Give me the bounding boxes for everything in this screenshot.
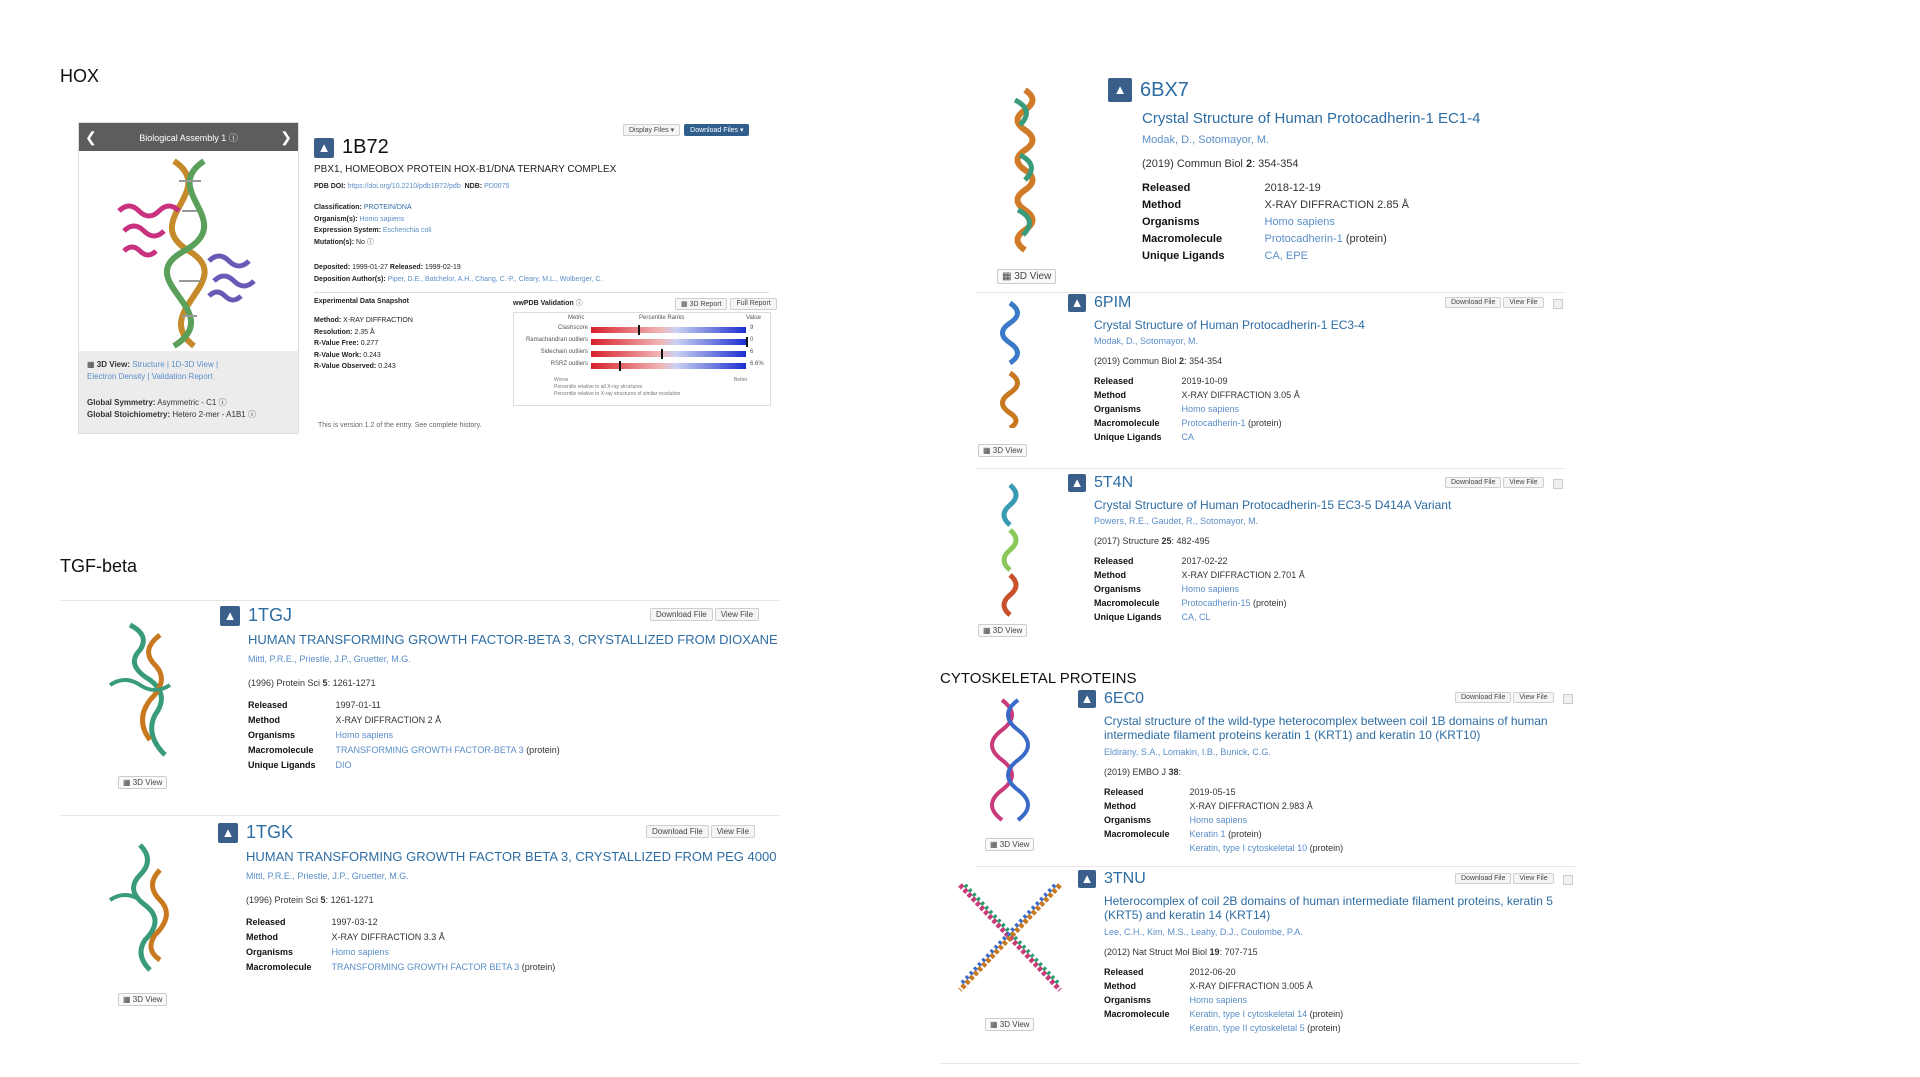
percentile-marker (746, 337, 748, 347)
metric-value: 0 (750, 337, 754, 343)
entry-id[interactable]: 1TGK (246, 822, 294, 842)
entry-id[interactable]: 1TGJ (248, 605, 293, 625)
view-3d-button[interactable]: ▦ 3D View (978, 444, 1027, 457)
protein-illustration (985, 298, 1035, 428)
metric-value: 9 (750, 325, 754, 331)
select-checkbox[interactable] (1563, 694, 1573, 704)
divider (975, 468, 1565, 469)
classification-block: Classification: PROTEIN/DNA Organism(s): Homo sapiens Expression System: Escherichia coli Mutation(s): No ⓘ (314, 204, 432, 246)
entry-id[interactable]: 5T4N (1094, 474, 1134, 491)
flask-icon: ▲ (220, 606, 240, 626)
divider (60, 815, 780, 816)
structure-viewer[interactable] (78, 122, 299, 434)
flask-icon: ▲ (314, 138, 334, 158)
ligand-link[interactable]: CA (1181, 432, 1195, 443)
entry-details: Released 1997-03-12 Method X-RAY DIFFRACTION 3.3 Å Organisms Homo sapiens Macromolecule TRANSFORMING GROWTH FACTOR BETA 3 (protein) (246, 917, 778, 972)
entry-card-6bx7 (1108, 78, 1568, 262)
entry-details: Released 2017-02-22 Method X-RAY DIFFRACTION 2.701 Å Organisms Homo sapiens Macromolecule Protocadherin-15 (protein) Unique Ligands CA, CL (1094, 556, 1568, 622)
entry-title[interactable]: Crystal Structure of Human Protocadherin-1 EC1-4 (1142, 110, 1481, 127)
organism-link[interactable]: Homo sapiens (1181, 584, 1240, 595)
entry-card-5t4n (1068, 474, 1568, 622)
section-title-cyto: CYTOSKELETAL PROTEINS (940, 670, 1137, 687)
info-icon[interactable]: ⓘ (366, 238, 374, 246)
entry-id[interactable]: 1B72 (342, 136, 389, 158)
view-3d-button[interactable]: ▦ 3D View (118, 776, 167, 789)
protein-illustration (955, 880, 1065, 995)
entry-citation: (2019) Commun Biol 2: 354-354 (1142, 158, 1299, 170)
entry-details: Released 2018-12-19 Method X-RAY DIFFRACTION 2.85 Å Organisms Homo sapiens Macromolecule Protocadherin-1 (protein) Unique Ligands CA, EPE (1142, 182, 1568, 262)
info-icon[interactable]: ⓘ (218, 398, 227, 407)
entry-header (1108, 78, 1568, 102)
divider (940, 1063, 1580, 1064)
cube-icon: ▦ (87, 360, 95, 369)
protein-illustration (100, 615, 195, 765)
cube-icon: ▦ (1002, 271, 1012, 282)
flask-icon: ▲ (1068, 474, 1086, 492)
macromolecule-link[interactable]: Keratin, type I cytoskeletal 10 (1189, 842, 1308, 853)
global-symmetry: Global Symmetry: Asymmetric - C1 ⓘ Global Stoichiometry: Hetero 2-mer - A1B1 ⓘ (87, 398, 256, 419)
view-3d-button[interactable]: ▦ 3D View (118, 993, 167, 1006)
structure-thumbnail[interactable] (985, 298, 1035, 433)
macromolecule-link[interactable]: Protocadherin-1 (1264, 233, 1343, 245)
exp-title: Experimental Data Snapshot (314, 298, 409, 305)
download-file-button[interactable]: Download File (1445, 477, 1501, 488)
organism-link[interactable]: Homo sapiens (359, 215, 405, 223)
entry-authors[interactable]: Lee, C.H., Kim, M.S., Leahy, D.J., Coulombe, P.A. (1104, 926, 1303, 937)
validation-title: wwPDB Validation ⓘ (513, 300, 583, 307)
viewer-link-density[interactable]: Electron Density | Validation Report (87, 372, 213, 381)
entry-card-3tnu (1078, 870, 1578, 1033)
divider (975, 866, 1575, 867)
section-title-tgf: TGF-beta (60, 556, 138, 576)
validation-row (514, 337, 770, 348)
entry-authors[interactable]: Modak, D., Sotomayor, M. (1142, 134, 1270, 146)
viewer-link-structure[interactable]: Structure | 1D-3D View | (132, 360, 219, 369)
protein-illustration (985, 480, 1035, 620)
validation-row (514, 325, 770, 336)
entry-title[interactable]: Crystal Structure of Human Protocadherin-1 EC3-4 (1094, 318, 1365, 332)
entry-card-6pim (1068, 294, 1568, 442)
entry-title[interactable]: Crystal structure of the wild-type heterocomplex between coil 1B domains of human intermediate filament proteins keratin 1 (KRT1) and keratin 10 (KRT10) (1104, 714, 1548, 743)
entry-authors[interactable]: Powers, R.E., Gaudet, R., Sotomayor, M. (1094, 516, 1259, 527)
info-icon[interactable]: ⓘ (575, 300, 583, 307)
authors-link[interactable]: Piper, D.E., Batchelor, A.H., Chang, C.-P., Cleary, M.L., Wolberger, C. (387, 275, 603, 283)
structure-thumbnail[interactable] (100, 615, 195, 770)
structure-thumbnail[interactable] (990, 695, 1030, 835)
entry-citation: (2017) Structure 25: 482-495 (1094, 536, 1210, 547)
viewer-toolbar (79, 123, 298, 151)
percentile-bar (591, 339, 746, 345)
view-file-button[interactable]: View File (1503, 477, 1543, 488)
entry-id[interactable]: 6BX7 (1140, 78, 1189, 101)
info-icon[interactable]: ⓘ (247, 410, 256, 419)
divider (60, 600, 780, 601)
entry-id[interactable]: 3TNU (1104, 870, 1146, 887)
download-file-button[interactable]: Download File (646, 825, 709, 838)
cube-icon: ▦ (123, 778, 131, 787)
entry-id[interactable]: 6PIM (1094, 294, 1132, 311)
report-3d-button[interactable]: ▦ 3D Report (675, 298, 727, 310)
entry-details: Released 1997-01-11 Method X-RAY DIFFRACTION 2 Å Organisms Homo sapiens Macromolecule TRANSFORMING GROWTH FACTOR-BETA 3 (protein) Unique Ligands DIO (248, 700, 780, 770)
section-title-hox: HOX (60, 66, 100, 86)
validation-table[interactable]: Metric Percentile Ranks Value Clashscore 9 Ramachandran outliers 0 Sidechain outliers 6 RSRZ outliers 6.6% Worse Better Percentile relative to all X-ray structures Percentile relative to X-ray structures of similar resolution (513, 312, 771, 406)
file-buttons (650, 608, 759, 621)
validation-row (514, 361, 770, 372)
download-file-button[interactable]: Download File (1455, 873, 1511, 884)
percentile-bar (591, 327, 746, 333)
view-file-button[interactable]: View File (1513, 692, 1553, 703)
entry-citation: (1996) Protein Sci 5: 1261-1271 (246, 894, 374, 905)
entry-subtitle: PBX1, HOMEOBOX PROTEIN HOX-B1/DNA TERNARY COMPLEX (314, 164, 617, 175)
entry-citation: (2019) EMBO J 38: (1104, 766, 1182, 777)
protein-illustration (990, 85, 1060, 265)
info-icon[interactable]: ⓘ (228, 132, 238, 143)
entry-card-6ec0 (1078, 690, 1578, 853)
entry-title[interactable]: HUMAN TRANSFORMING GROWTH FACTOR-BETA 3, CRYSTALLIZED FROM DIOXANE (248, 632, 778, 647)
structure-thumbnail[interactable] (990, 85, 1060, 270)
flask-icon: ▲ (1068, 294, 1086, 312)
view-file-button[interactable]: View File (1503, 297, 1543, 308)
dna-helix-illustration (79, 151, 298, 351)
organism-link[interactable]: Homo sapiens (331, 946, 390, 957)
ndb-link[interactable]: PD0075 (484, 183, 510, 190)
organism-link[interactable]: Homo sapiens (1189, 994, 1248, 1005)
download-file-button[interactable]: Download File (1445, 297, 1501, 308)
file-buttons (1445, 477, 1544, 488)
view-3d-button[interactable]: ▦ 3D View (978, 624, 1027, 637)
flask-icon: ▲ (1078, 690, 1096, 708)
macromolecule-link[interactable]: TRANSFORMING GROWTH FACTOR BETA 3 (331, 961, 520, 972)
flask-icon: ▲ (1078, 870, 1096, 888)
entry-card-1b72 (78, 122, 774, 432)
download-file-button[interactable]: Download File (650, 608, 713, 621)
entry-title[interactable]: Heterocomplex of coil 2B domains of human intermediate filament proteins, keratin 5 (KRT5) and keratin 14 (KRT14) (1104, 894, 1553, 923)
percentile-bar (591, 363, 746, 369)
viewer-links: ▦ 3D View: Structure | 1D-3D View | Electron Density | Validation Report (87, 360, 219, 381)
structure-thumbnail[interactable] (985, 480, 1035, 625)
entry-card-1tgj (220, 605, 780, 770)
entry-authors[interactable]: Mittl, P.R.E., Priestle, J.P., Gruetter, M.G. (248, 653, 411, 664)
cube-icon: ▦ (123, 995, 131, 1004)
download-file-button[interactable]: Download File (1455, 692, 1511, 703)
expression-link[interactable]: Escherichia coli (382, 227, 432, 235)
entry-authors[interactable]: Mittl, P.R.E., Priestle, J.P., Gruetter, M.G. (246, 870, 409, 881)
classification-link[interactable]: PROTEIN/DNA (363, 204, 412, 211)
percentile-marker (661, 349, 663, 359)
deposition-block: Deposited: 1999-01-27 Released: 1999-02-19 Deposition Author(s): Piper, D.E., Batchelor, A.H., Chang, C.-P., Cleary, M.L., Wolberger, C. (314, 264, 603, 283)
file-buttons (1445, 297, 1544, 308)
structure-thumbnail[interactable] (100, 840, 195, 985)
divider (314, 292, 769, 293)
view-file-button[interactable]: View File (711, 825, 755, 838)
macromolecule-link[interactable]: Protocadherin-1 (1181, 418, 1246, 429)
protein-illustration (990, 695, 1030, 830)
display-files-button[interactable]: Display Files ▾ (623, 124, 680, 136)
metric-name: Ramachandran outliers (525, 337, 588, 343)
flask-icon: ▲ (1108, 78, 1132, 102)
ligand-link[interactable]: DIO (335, 759, 352, 770)
file-buttons (646, 825, 755, 838)
legend-better: Better (734, 377, 748, 383)
macromolecule-link[interactable]: TRANSFORMING GROWTH FACTOR-BETA 3 (335, 744, 524, 755)
full-report-button[interactable]: Full Report (730, 298, 776, 310)
entry-citation: (1996) Protein Sci 5: 1261-1271 (248, 677, 376, 688)
doi-line: PDB DOI: https://doi.org/10.2210/pdb1B72/pdb NDB: PD0075 (314, 183, 510, 190)
select-checkbox[interactable] (1553, 479, 1563, 489)
metric-name: Clashscore (557, 325, 588, 331)
organism-link[interactable]: Homo sapiens (335, 729, 394, 740)
macromolecule-link[interactable]: Keratin 1 (1189, 828, 1226, 839)
organism-link[interactable]: Homo sapiens (1189, 814, 1248, 825)
percentile-bar (591, 351, 746, 357)
entry-authors[interactable]: Modak, D., Sotomayor, M. (1094, 336, 1199, 347)
organism-link[interactable]: Homo sapiens (1181, 404, 1240, 415)
entry-header (314, 136, 389, 159)
entry-details: Released 2012-06-20 Method X-RAY DIFFRACTION 3.005 Å Organisms Homo sapiens Macromolecule Keratin, type I cytoskeletal 14 (protein) Keratin, type II cytoskeletal 5 (protein) (1104, 967, 1578, 1033)
entry-citation: (2012) Nat Struct Mol Biol 19: 707-715 (1104, 946, 1258, 957)
doi-link[interactable]: https://doi.org/10.2210/pdb1B72/pdb (347, 183, 461, 190)
view-file-button[interactable]: View File (715, 608, 759, 621)
structure-image[interactable] (79, 151, 298, 351)
version-note: This is version 1.2 of the entry. See complete history. (318, 422, 482, 429)
entry-title[interactable]: HUMAN TRANSFORMING GROWTH FACTOR BETA 3, CRYSTALLIZED FROM PEG 4000 (246, 849, 777, 864)
chevron-left-icon[interactable]: ❮ (85, 128, 97, 145)
entry-details: Released 2019-10-09 Method X-RAY DIFFRACTION 3.05 Å Organisms Homo sapiens Macromolecule Protocadherin-1 (protein) Unique Ligands CA (1094, 376, 1568, 442)
cube-icon: ▦ (990, 840, 998, 849)
organism-link[interactable]: Homo sapiens (1264, 216, 1335, 228)
file-buttons (623, 124, 749, 136)
metric-value: 6 (750, 349, 754, 355)
metric-name: Sidechain outliers (540, 349, 588, 355)
chevron-right-icon[interactable]: ❯ (280, 128, 292, 145)
ligand-link[interactable]: CA, EPE (1264, 250, 1308, 262)
flask-icon: ▲ (218, 823, 238, 843)
protein-illustration (100, 840, 195, 980)
percentile-marker (638, 325, 640, 335)
select-checkbox[interactable] (1553, 299, 1563, 309)
macromolecule-link[interactable]: Keratin, type I cytoskeletal 14 (1189, 1008, 1308, 1019)
download-files-button[interactable]: Download Files ▾ (684, 124, 749, 136)
percentile-marker (619, 361, 621, 371)
exp-block: Method: X-RAY DIFFRACTION Resolution: 2.35 Å R-Value Free: 0.277 R-Value Work: 0.243 R-Value Observed: 0.243 (314, 317, 413, 371)
macromolecule-link[interactable]: Keratin, type II cytoskeletal 5 (1189, 1022, 1305, 1033)
view-3d-button[interactable]: ▦ 3D View (985, 1018, 1034, 1031)
metric-name: RSRZ outliers (550, 361, 588, 367)
viewer-title: Biological Assembly 1 ⓘ (139, 132, 238, 143)
legend-notes: Percentile relative to all X-ray structures Percentile relative to X-ray structures of similar resolution (554, 384, 681, 397)
view-3d-button[interactable]: ▦ 3D View (985, 838, 1034, 851)
entry-citation: (2019) Commun Biol 2: 354-354 (1094, 356, 1223, 367)
macromolecule-link[interactable]: Protocadherin-15 (1181, 598, 1251, 609)
divider (975, 292, 1565, 293)
validation-row (514, 349, 770, 360)
file-buttons (1455, 873, 1554, 884)
cube-icon: ▦ (983, 446, 991, 455)
file-buttons (1455, 692, 1554, 703)
cube-icon: ▦ (983, 626, 991, 635)
entry-id[interactable]: 6EC0 (1104, 690, 1145, 707)
cube-icon: ▦ (681, 301, 688, 308)
metric-value: 6.6% (750, 361, 764, 367)
structure-thumbnail[interactable] (955, 880, 1065, 1000)
select-checkbox[interactable] (1563, 875, 1573, 885)
entry-details: Released 2019-05-15 Method X-RAY DIFFRACTION 2.983 Å Organisms Homo sapiens Macromolecule Keratin 1 (protein) Keratin, type I cytoskeletal 10 (protein) (1104, 787, 1578, 853)
entry-card-1tgk (218, 822, 778, 972)
view-file-button[interactable]: View File (1513, 873, 1553, 884)
ligand-link[interactable]: CA, CL (1181, 612, 1211, 623)
view-3d-button[interactable]: ▦ 3D View (997, 269, 1056, 284)
legend-worse: Worse (554, 377, 569, 383)
cube-icon: ▦ (990, 1020, 998, 1029)
entry-authors[interactable]: Eldirany, S.A., Lomakin, I.B., Bunick, C.G. (1104, 746, 1271, 757)
report-buttons (675, 298, 777, 310)
entry-title[interactable]: Crystal Structure of Human Protocadherin-15 EC3-5 D414A Variant (1094, 498, 1452, 512)
